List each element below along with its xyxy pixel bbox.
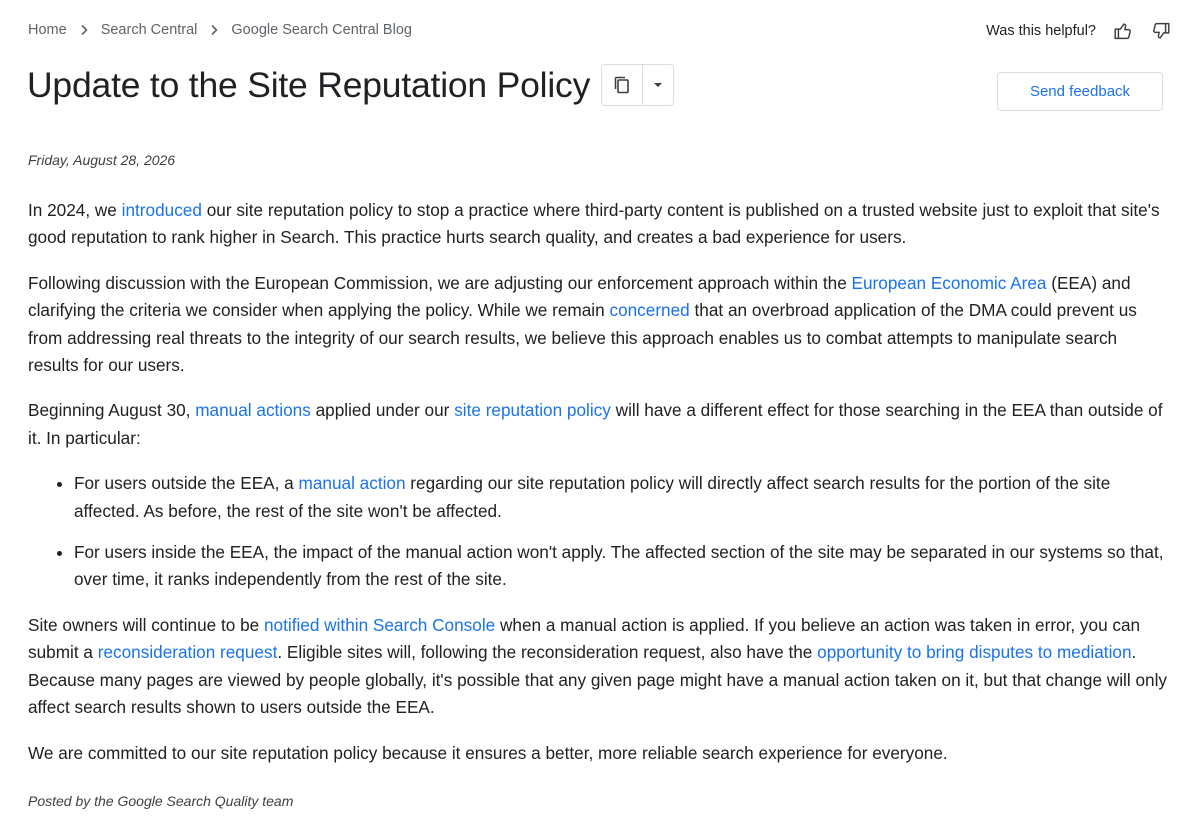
link-site-reputation-policy[interactable]: site reputation policy: [454, 400, 611, 421]
link-reconsideration-request[interactable]: reconsideration request: [97, 642, 278, 663]
text: that an overbroad application of the DMA could prevent us from addressing real threats to the integrity of our search results, we believe this approach enables us to combat attempts to manipulate search results for our users.: [28, 300, 1137, 376]
text: will have a different effect for those searching in the EEA than outside of it. In particular:: [28, 400, 1163, 448]
article-body: [28, 150, 1168, 811]
link-european-economic-area[interactable]: European Economic Area: [851, 272, 1047, 293]
text: For users outside the EEA, a: [74, 473, 299, 494]
link-introduced[interactable]: introduced: [121, 200, 202, 220]
helpful-widget: [986, 20, 1172, 42]
page-title: Update to the Site Reputation Policy: [27, 64, 591, 105]
text: our site reputation policy to stop a practice where third-party content is published on a trusted website just to exploit that site's good reputation to rank higher in Search. This practice hurts search quality, and creates a bad experience for users.: [28, 200, 1160, 248]
paragraph-beginning: [28, 397, 1168, 452]
list-item: [74, 470, 1168, 525]
bullet-list: [28, 470, 1168, 594]
text: In 2024, we: [28, 200, 122, 220]
breadcrumb-blog[interactable]: Google Search Central Blog: [231, 22, 412, 38]
copy-icon[interactable]: [602, 65, 642, 105]
breadcrumb: [28, 22, 412, 38]
paragraph-intro: [28, 197, 1168, 252]
posted-by: Posted by the Google Search Quality team: [28, 792, 294, 809]
text: when a manual action is applied. If you believe an action was taken in error, you can submit a: [28, 614, 1141, 663]
copy-button-group: [601, 64, 674, 106]
link-manual-actions[interactable]: manual actions: [195, 400, 311, 421]
text: applied under our: [310, 400, 455, 421]
helpful-label: Was this helpful?: [986, 23, 1096, 39]
arrow-drop-down-icon[interactable]: [642, 65, 673, 105]
thumb-down-icon[interactable]: [1150, 20, 1172, 42]
thumb-up-icon[interactable]: [1112, 20, 1134, 42]
link-concerned[interactable]: concerned: [609, 300, 690, 321]
chevron-right-icon: [209, 24, 219, 36]
list-item: [74, 539, 1168, 594]
send-feedback-button[interactable]: Send feedback: [997, 72, 1163, 111]
text: Following discussion with the European Commission, we are adjusting our enforcement approach within the: [28, 272, 852, 293]
text: . Eligible sites will, following the reconsideration request, also have the: [277, 642, 818, 663]
breadcrumb-home[interactable]: Home: [28, 22, 67, 38]
paragraph-site-owners: [28, 612, 1168, 722]
text: Site owners will continue to be: [28, 614, 264, 635]
post-date: Friday, August 28, 2026: [28, 152, 176, 168]
paragraph-committed: [28, 740, 1168, 767]
text: . Because many pages are viewed by people globally, it's possible that any given page might have a manual action taken on it, but that change will only affect search results shown to users outside the EEA.: [28, 642, 1167, 718]
text: regarding our site reputation policy will directly affect search results for the portion of the site affected. As before, the rest of the site won't be affected.: [74, 473, 1111, 521]
link-manual-action[interactable]: manual action: [298, 473, 406, 494]
title-row: [27, 64, 674, 106]
chevron-right-icon: [79, 24, 89, 36]
text: We are committed to our site reputation policy because it ensures a better, more reliable search experience for everyone.: [28, 742, 948, 763]
text: Beginning August 30,: [28, 400, 196, 421]
link-notified-search-console[interactable]: notified within Search Console: [263, 614, 496, 635]
text: (EEA) and clarifying the criteria we consider when applying the policy. While we remain: [28, 272, 1131, 321]
breadcrumb-search-central[interactable]: Search Central: [100, 22, 198, 38]
link-mediation[interactable]: opportunity to bring disputes to mediation: [817, 642, 1132, 663]
paragraph-eea: [28, 270, 1168, 380]
text: For users inside the EEA, the impact of the manual action won't apply. The affected section of the site may be separated in our systems so that, over time, it ranks independently from the rest of the site.: [74, 542, 1164, 590]
